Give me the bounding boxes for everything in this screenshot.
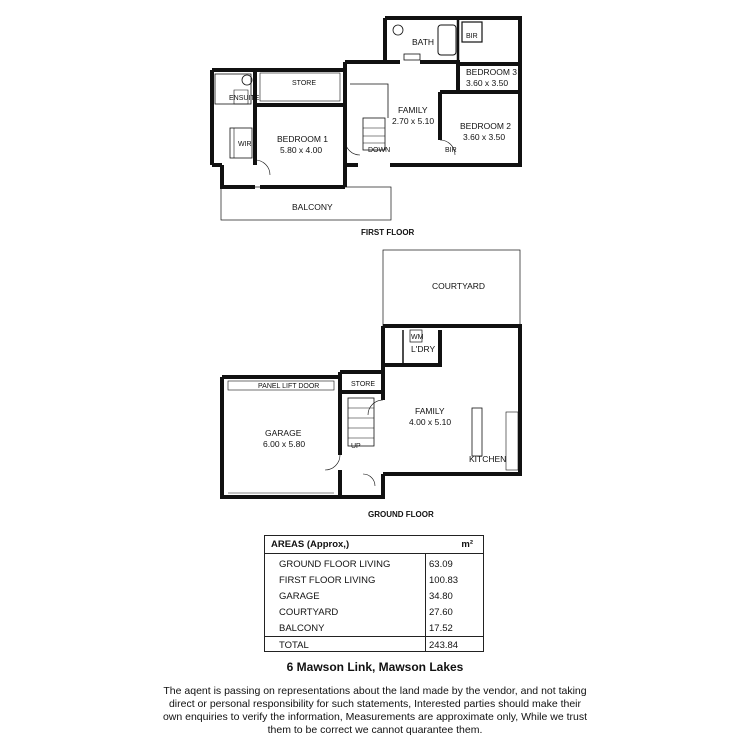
ensuite-label: ENSUITE [229,95,260,102]
bir-bottom-label: BIR [445,147,457,154]
areas-row [265,604,483,620]
store-walls [255,70,345,105]
areas-title: AREAS (Approx,) [271,539,350,550]
family-label: FAMILY [398,105,428,115]
bedroom1-dim: 5.80 x 4.00 [280,145,323,155]
family-dim: 2.70 x 5.10 [392,116,435,126]
areas-total-label: TOTAL [279,640,309,651]
areas-row-value: 100.83 [429,575,459,586]
courtyard-label: COURTYARD [432,281,486,291]
disclaimer: The aqent is passing on representations about the land made by the vendor, and not taking direct or personal responsibility for such statements, Interested parties should make their own enquiries to verify the information, Measurements are approximate only, While we trust them to be correct we cannot quarantee them. [162,685,588,736]
bath-label: BATH [412,37,435,47]
garage-label: GARAGE [265,428,302,438]
areas-row [265,572,483,588]
bedroom1-label: BEDROOM 1 [277,134,329,144]
kitchen-island [472,408,482,456]
kitchen-label: KITCHEN [469,454,507,464]
areas-row-value: 63.09 [429,559,453,570]
panel-lift-door-label: PANEL LIFT DOOR [258,383,320,390]
areas-row [265,588,483,604]
areas-row-label: GROUND FLOOR LIVING [279,559,391,570]
areas-total-value: 243.84 [429,640,459,651]
stair-walls [340,372,383,497]
bedroom3-dim: 3.60 x 3.50 [466,78,509,88]
up-label: UP [351,443,361,450]
areas-row-value: 17.52 [429,623,453,634]
wm-label: WM [411,334,424,341]
bath-tub [438,25,456,55]
ldry-label: L'DRY [411,344,436,354]
stair-down [363,118,385,150]
family-ground-label: FAMILY [415,406,445,416]
areas-total-row [265,637,483,653]
wir-label: WIR [238,141,252,148]
areas-row [265,620,483,636]
down-label: DOWN [368,147,391,154]
areas-row-value: 27.60 [429,607,453,618]
bedroom1-walls [212,70,345,187]
areas-row-label: COURTYARD [279,607,339,618]
store-label-ground: STORE [351,381,375,388]
areas-unit: m² [461,539,473,550]
first-floor-bottom-wall [260,160,440,187]
stair-up [348,398,374,446]
areas-row-label: FIRST FLOOR LIVING [279,575,376,586]
first-floor-plan [212,18,520,220]
areas-row [265,556,483,572]
areas-row-label: BALCONY [279,623,325,634]
areas-table [264,535,484,652]
bedroom2-label: BEDROOM 2 [460,121,512,131]
property-title: 6 Mawson Link, Mawson Lakes [286,660,464,674]
first-floor-caption: FIRST FLOOR [361,228,415,237]
bir-top-label: BIR [466,33,478,40]
ground-floor-caption: GROUND FLOOR [368,510,434,519]
bedroom2-dim: 3.60 x 3.50 [463,132,506,142]
store-label: STORE [292,80,316,87]
areas-row-label: GARAGE [279,591,320,602]
bedroom3-label: BEDROOM 3 [466,67,518,77]
balcony-label: BALCONY [292,202,333,212]
areas-header [265,536,483,554]
garage-dim: 6.00 x 5.80 [263,439,306,449]
areas-row-value: 34.80 [429,591,453,602]
family-ground-dim: 4.00 x 5.10 [409,417,452,427]
